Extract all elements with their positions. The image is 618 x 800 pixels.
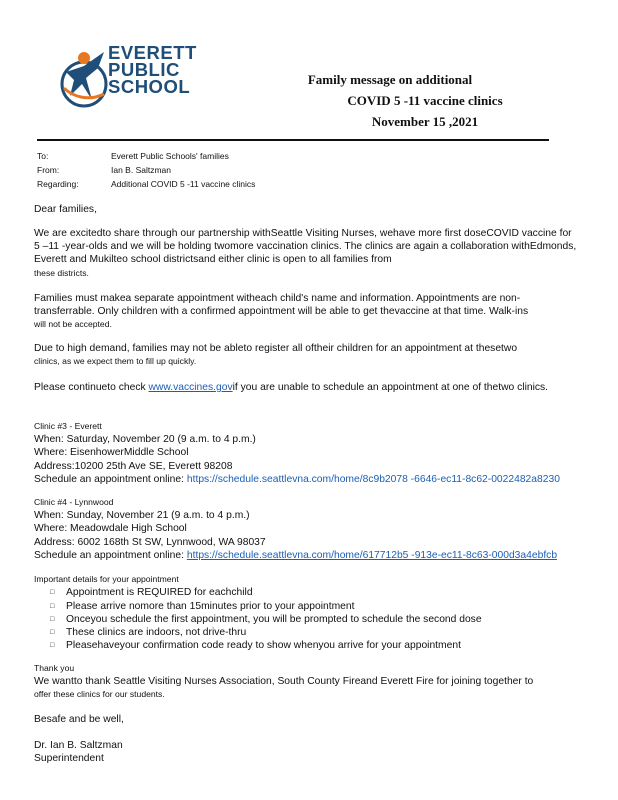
important-details-section [34,573,579,653]
signature-block [34,739,579,765]
clinic-3-when: When: Saturday, November 20 (9 a.m. to 4 p.m.) [34,434,256,446]
logo-line-2: PUBLIC [108,59,180,80]
paragraph-2-text: Families must makea separate appointment witheach child's name and information. Appointments are non-transferrable. Only children with a confirmed appointment will be able to get thevaccine at that time. Walk-ins [34,293,529,318]
memo-block [37,149,255,191]
title-line-3: November 15 ,2021 [371,114,479,129]
details-list [34,586,579,652]
clinic-4-schedule-link[interactable]: https://schedule.seattlevna.com/home/617712b5 -913e-ec11-8c63-000d3a4ebfcb [186,549,558,561]
clinic-3-section [34,420,579,486]
clinic-4-schedule-label: Schedule an appointment online: [34,549,184,561]
clinic-4-section [34,496,579,562]
regarding-value: Additional COVID 5 -11 vaccine clinics [111,179,256,189]
district-logo [58,44,208,114]
list-item: □ Appointment is REQUIRED for eachchild [34,586,579,599]
title-line-2: COVID 5 -11 vaccine clinics [347,93,503,108]
list-item: □ Please arrive nomore than 15minutes prior to your appointment [34,600,579,613]
logo-line-3: SCHOOL [108,76,191,97]
clinic-4-when: When: Sunday, November 21 (9 a.m. to 4 p.m.) [34,510,250,522]
thank-you-tail: offer these clinics for our students. [34,689,165,700]
clinic-3-where: Where: EisenhowerMiddle School [34,447,189,459]
clinic-4-address: Address: 6002 168th St SW, Lynnwood, WA 98037 [34,536,266,548]
greeting: Dear families, [34,204,97,215]
header-divider [37,139,549,141]
thank-you-body: We wantto thank Seattle Visiting Nurses Association, South County Fireand Everett Fire for joining together to [34,676,534,688]
clinic-4-title: Clinic #4 - Lynnwood [34,497,114,507]
list-item: □ Onceyou schedule the first appointment, you will be prompted to schedule the second dose [34,613,579,626]
clinic-3-schedule-label: Schedule an appointment online: [34,473,184,485]
thank-you-title: Thank you [34,663,75,673]
to-value: Everett Public Schools' families [111,151,229,161]
list-item: □ Pleasehaveyour confirmation code ready to show whenyou arrive for your appointment [34,639,579,652]
clinic-3-address: Address:10200 25th Ave SE, Everett 98208 [34,460,233,472]
from-label: From: [37,165,60,175]
to-label: To: [37,151,49,161]
closing-line: Besafe and be well, [34,714,124,725]
paragraph-3-tail: clinics, as we expect them to fill up quickly. [34,356,197,367]
paragraph-3 [34,342,579,368]
paragraph-1-tail: these districts. [34,267,89,278]
thank-you-section [34,662,579,702]
paragraph-1-text: We are excitedto share through our partnership withSeattle Visiting Nurses, wehave more first doseCOVID vaccine for 5 –11 -year-olds and we will be holding twomore vaccination clinics. The clinics are again a collaboration withEdmonds, Everett and Mukilteo school districtsand either clinic is open to all families from [34,228,577,266]
paragraph-4-post: if you are unable to schedule an appointment at one of thetwo clinics. [232,382,549,393]
important-details-title: Important details for your appointment [34,574,179,584]
signer-title: Superintendent [34,753,104,765]
logo-line-1: EVERETT [108,42,197,63]
paragraph-4-pre: Please continueto check [34,382,146,393]
page-title [240,69,570,132]
list-item: □ These clinics are indoors, not drive-thru [34,626,579,639]
regarding-label: Regarding: [37,179,79,189]
title-line-1: Family message on additional [307,72,473,87]
paragraph-2 [34,292,579,332]
paragraph-1 [34,227,579,280]
signer-name: Dr. Ian B. Saltzman [34,740,123,751]
clinic-3-schedule-link[interactable]: https://schedule.seattlevna.com/home/8c9b2078 -6646-ec11-8c62-0022482a8230 [186,473,560,485]
paragraph-2-tail: will not be accepted. [34,319,112,330]
paragraph-3-text: Due to high demand, families may not be ableto register all oftheir children for an appointment at thesetwo [34,343,518,354]
clinic-4-where: Where: Meadowdale High School [34,523,187,535]
paragraph-4 [34,381,579,394]
from-value: Ian B. Saltzman [111,165,172,175]
vaccines-gov-link[interactable]: www.vaccines.gov [148,382,233,393]
logo-emblem-icon [58,44,114,114]
clinic-3-title: Clinic #3 - Everett [34,421,102,431]
